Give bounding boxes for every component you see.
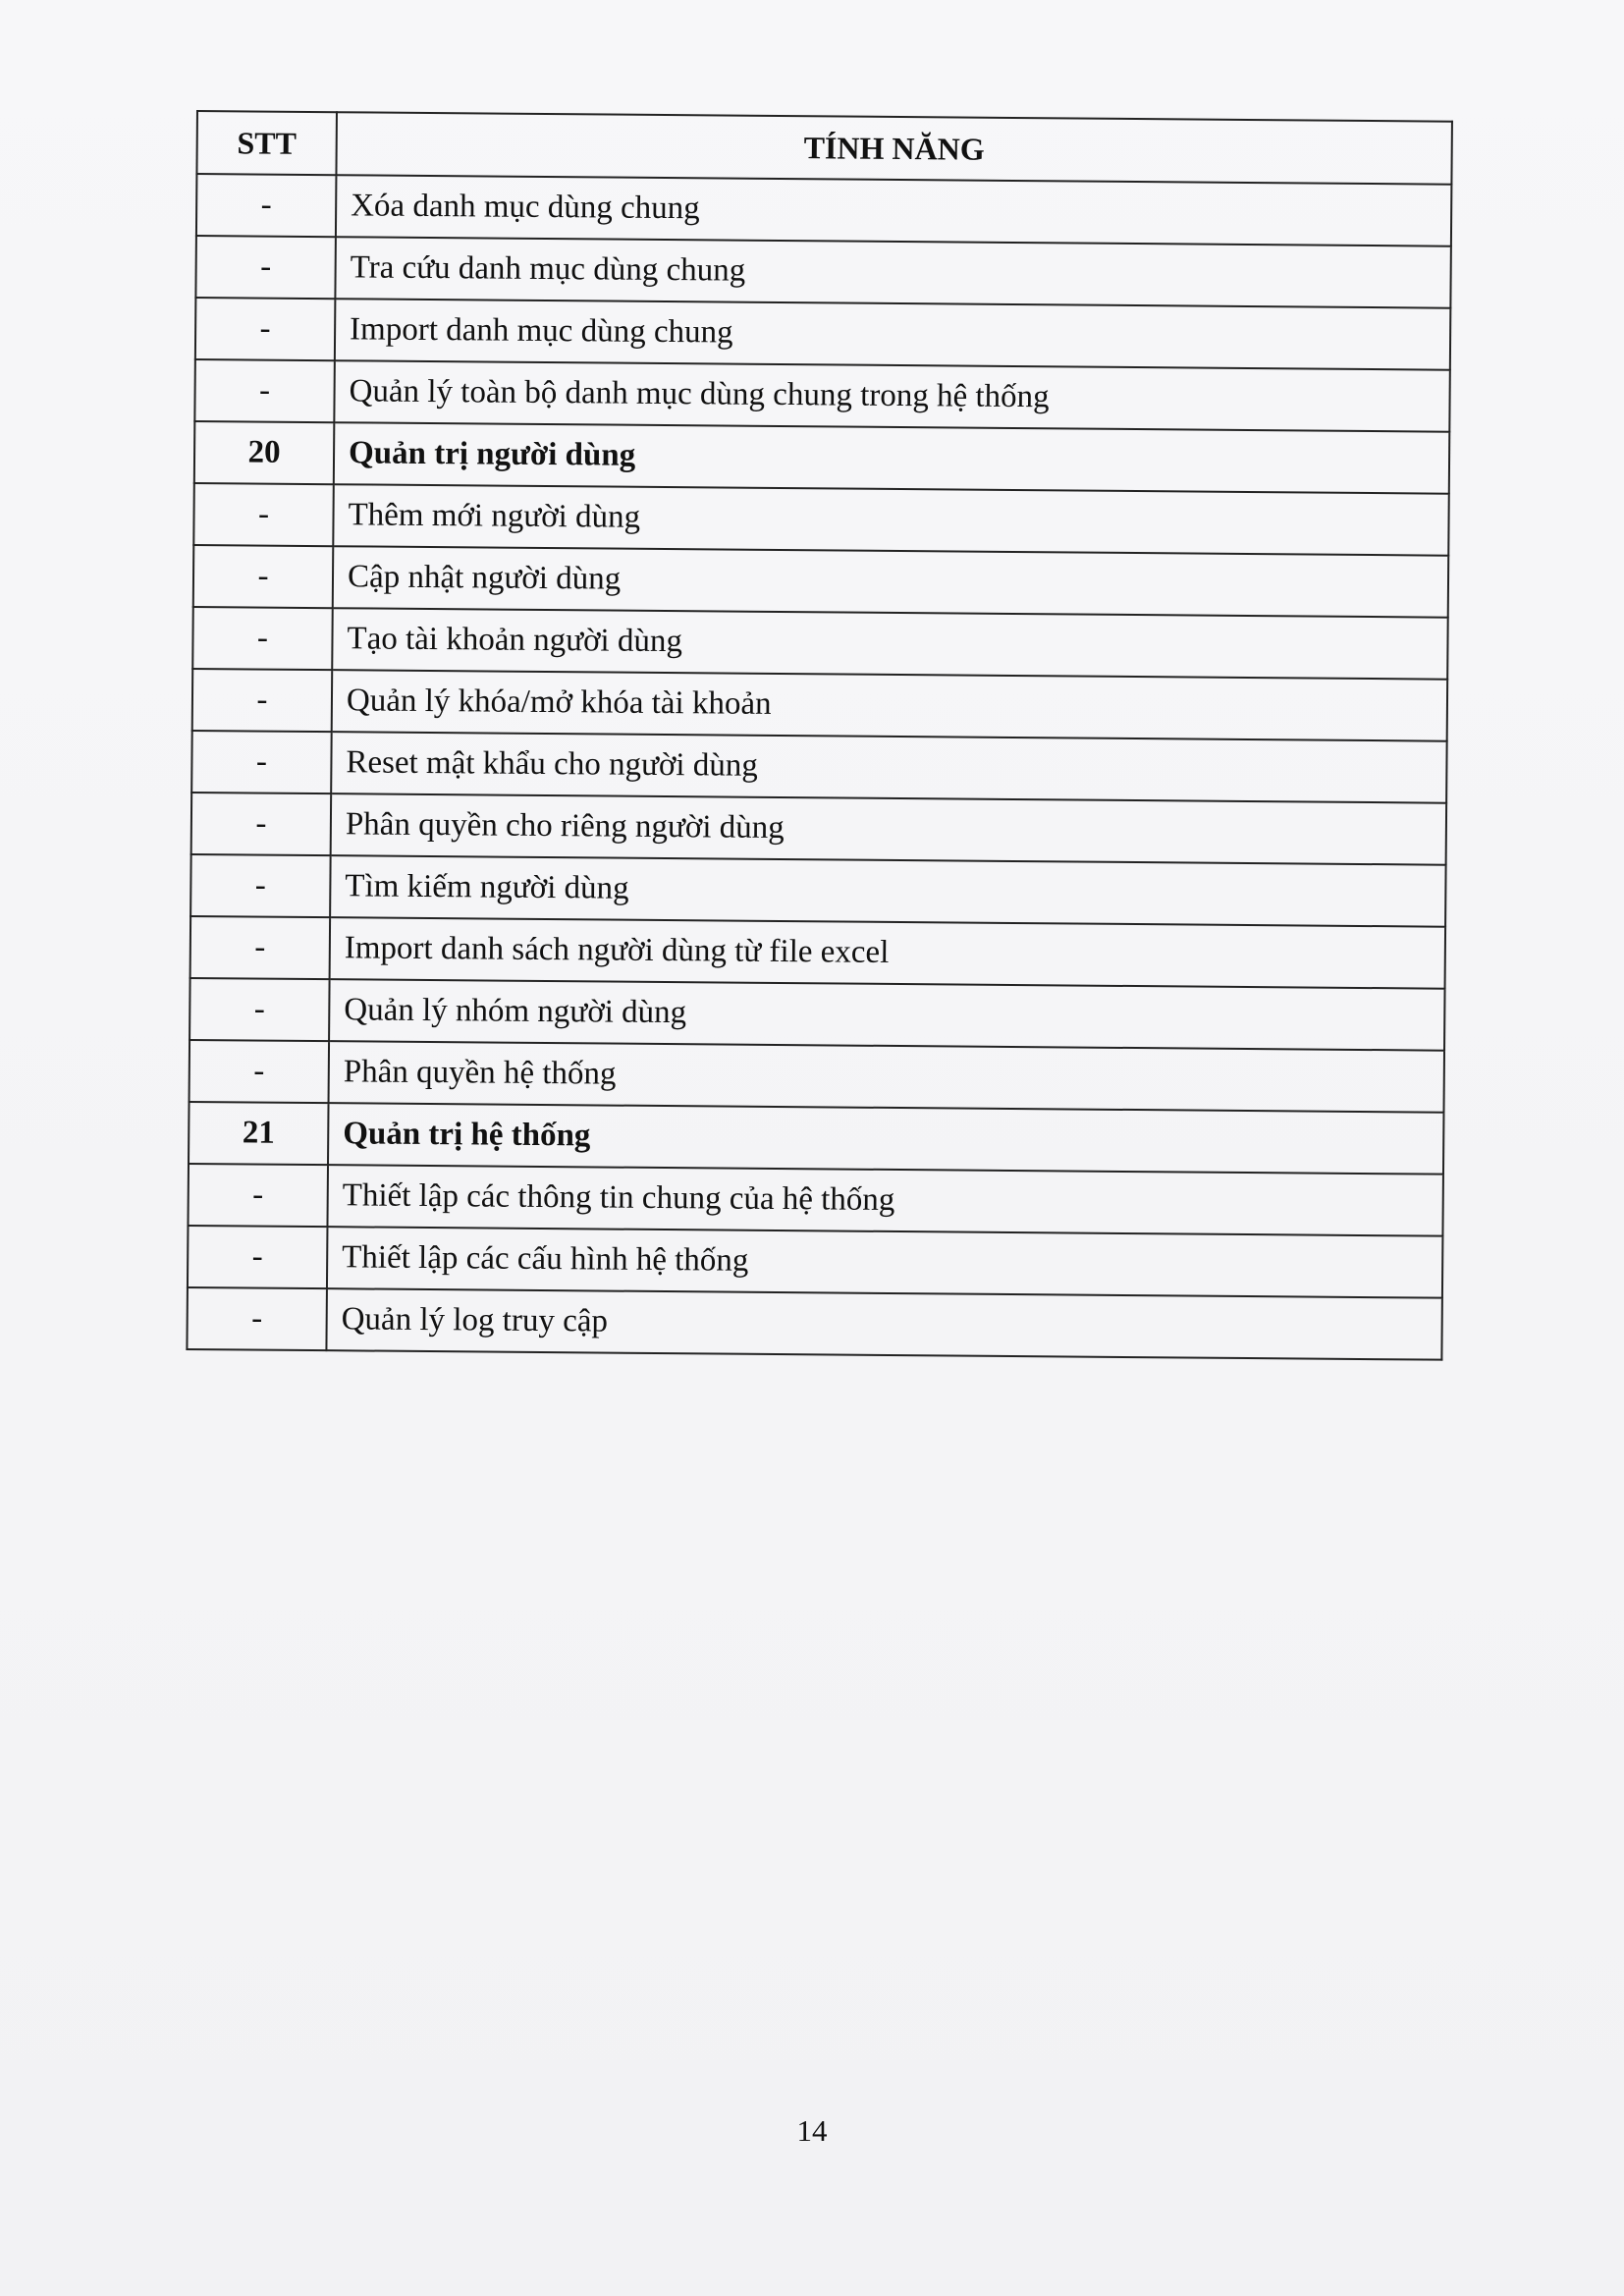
row-stt: - [190, 916, 331, 979]
row-stt: - [195, 298, 336, 360]
row-feature: Quản lý toàn bộ danh mục dùng chung trong hệ thống [334, 360, 1449, 432]
row-stt: - [193, 545, 334, 608]
row-feature: Thiết lập các cấu hình hệ thống [327, 1227, 1442, 1298]
row-feature: Tra cứu danh mục dùng chung [335, 237, 1450, 308]
row-feature: Phân quyền cho riêng người dùng [331, 793, 1446, 865]
table-row [195, 236, 1450, 308]
table-row [188, 1164, 1442, 1236]
row-stt: - [192, 669, 333, 732]
row-stt: - [188, 1164, 328, 1227]
row-feature: Quản trị người dùng [334, 422, 1449, 494]
table-row [189, 1040, 1444, 1113]
row-feature: Tìm kiếm người dùng [330, 855, 1445, 927]
table-row [189, 978, 1444, 1051]
row-stt: - [193, 483, 334, 546]
row-feature: Quản lý khóa/mở khóa tài khoản [332, 670, 1447, 741]
row-feature: Reset mật khẩu cho người dùng [331, 732, 1446, 803]
table-row [192, 607, 1447, 680]
table-header-row [196, 111, 1451, 185]
row-feature: Import danh sách người dùng từ file excel [330, 917, 1445, 989]
table-row [187, 1287, 1441, 1360]
row-stt: - [194, 359, 335, 422]
row-feature: Tạo tài khoản người dùng [332, 608, 1447, 680]
row-stt: - [187, 1287, 327, 1350]
row-feature: Quản lý nhóm người dùng [329, 979, 1444, 1051]
table-row [193, 483, 1448, 556]
table-row [188, 1226, 1442, 1298]
table-row [190, 854, 1445, 927]
table-row [191, 731, 1446, 803]
row-feature: Cập nhật người dùng [333, 546, 1448, 618]
row-stt: - [191, 793, 332, 855]
page-number: 14 [796, 2113, 828, 2148]
table-row [190, 916, 1445, 989]
row-stt: 21 [189, 1102, 329, 1165]
header-feature: TÍNH NĂNG [336, 112, 1451, 185]
row-feature: Quản lý log truy cập [326, 1288, 1441, 1360]
row-feature: Import danh mục dùng chung [335, 299, 1450, 370]
row-stt: - [189, 978, 330, 1041]
table-row [195, 298, 1450, 370]
row-stt: - [189, 1040, 330, 1103]
table-row [193, 545, 1448, 618]
row-stt: - [191, 731, 332, 793]
row-feature: Quản trị hệ thống [328, 1103, 1443, 1175]
row-feature: Thêm mới người dùng [333, 484, 1448, 556]
header-stt: STT [196, 111, 337, 175]
table-row [196, 174, 1451, 246]
row-stt: 20 [194, 421, 335, 484]
row-stt: - [190, 854, 331, 917]
row-feature: Phân quyền hệ thống [329, 1041, 1444, 1113]
row-feature: Xóa danh mục dùng chung [336, 175, 1451, 246]
row-stt: - [188, 1226, 328, 1288]
feature-table-container [186, 110, 1453, 1361]
feature-table [186, 110, 1453, 1361]
table-row [194, 359, 1449, 432]
row-feature: Thiết lập các thông tin chung của hệ thống [327, 1165, 1442, 1236]
table-group-row [189, 1102, 1443, 1175]
row-stt: - [196, 174, 337, 237]
row-stt: - [192, 607, 333, 670]
table-row [191, 793, 1446, 865]
row-stt: - [195, 236, 336, 299]
table-group-row [194, 421, 1449, 494]
table-row [192, 669, 1447, 741]
table-body [187, 174, 1451, 1360]
